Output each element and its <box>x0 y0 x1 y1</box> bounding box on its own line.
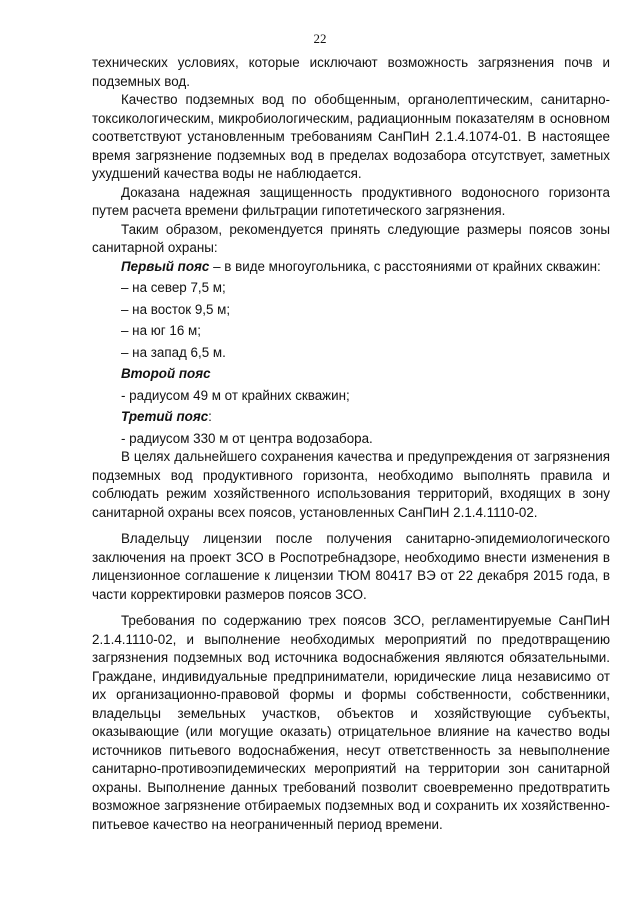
third-belt-radius: - радиусом 330 м от центра водозабора. <box>121 430 373 446</box>
first-belt-north: – на север 7,5 м; <box>121 280 226 295</box>
page-number: 22 <box>313 31 327 46</box>
paragraph-aquifer-protection: Доказана надежная защищенность продуктивного водоносного горизонта путем расчета времени фильтрации гипотетического загрязнения. <box>92 184 610 218</box>
first-belt-south: – на юг 16 м; <box>121 323 201 338</box>
paragraph-water-protection-rules: В целях дальнейшего сохранения качества и предупреждения от загрязнения подземных вод продуктивного горизонта, необходимо выполнять правила и соблюдать режим хозяйственного использования территорий, входящих в зону санитарной охраны всех поясов, установленных СанПиН 2.1.4.1110-02. <box>92 449 610 520</box>
first-belt-description: – в виде многоугольника, с расстояниями от крайних скважин: <box>209 258 601 274</box>
third-belt-heading: Третий пояс <box>121 409 209 424</box>
first-belt-west: – на запад 6,5 м. <box>121 344 226 360</box>
second-belt-radius: - радиусом 49 м от крайних скважин; <box>121 387 350 403</box>
first-belt-paragraph <box>92 258 610 277</box>
document-body <box>92 54 610 834</box>
second-belt-heading: Второй пояс <box>121 366 211 381</box>
paragraph-requirements: Требования по содержанию трех поясов ЗСО, регламентируемые СанПиН 2.1.4.1110-02, и выполнение необходимых мероприятий по предотвращению загрязнения подземных вод источника водоснабжения являются обязательными. Граждане, индивидуальные предприниматели, юридические лица независимо от их организационно-правовой формы и формы собственности, собственники, владельцы земельных участков, объектов и хозяйствующие субъекты, оказывающие (или могущие оказать) отрицательное влияние на качество воды источников питьевого водоснабжения, несут ответственность за невыполнение санитарно-противоэпидемических мероприятий на территории зон санитарной охраны. Выполнение данных требований позволит своевременно предотвратить возможное загрязнение отбираемых подземных вод и сохранить их хозяйственно-питьевое качество на неограниченный период времени. <box>92 613 610 832</box>
first-belt-east: – на восток 9,5 м; <box>121 301 231 317</box>
third-belt-colon: : <box>208 409 212 424</box>
paragraph-continuation: технических условиях, которые исключают возможность загрязнения почв и подземных вод. <box>92 55 610 89</box>
paragraph-zone-sizes-intro: Таким образом, рекомендуется принять следующие размеры поясов зоны санитарной охраны: <box>92 221 610 255</box>
first-belt-heading: Первый пояс <box>121 258 210 274</box>
third-belt-heading-line <box>92 408 610 427</box>
paragraph-license-owner: Владельцу лицензии после получения санитарно-эпидемиологического заключения на проект ЗСО в Роспотребнадзоре, необходимо внести изменения в лицензионное соглашение к лицензии ТЮМ 80417 ВЭ от 22 декабря 2015 года, в части корректировки размеров поясов ЗСО. <box>92 531 610 602</box>
paragraph-groundwater-quality: Качество подземных вод по обобщенным, органолептическим, санитарно-токсикологическим, микробиологическим, радиационным показателям в основном соответствуют установленным требованиям СанПиН 2.1.4.1074-01. В настоящее время загрязнение подземных вод в пределах водозабора отсутствует, заметных ухудшений качества воды не наблюдается. <box>92 92 610 181</box>
